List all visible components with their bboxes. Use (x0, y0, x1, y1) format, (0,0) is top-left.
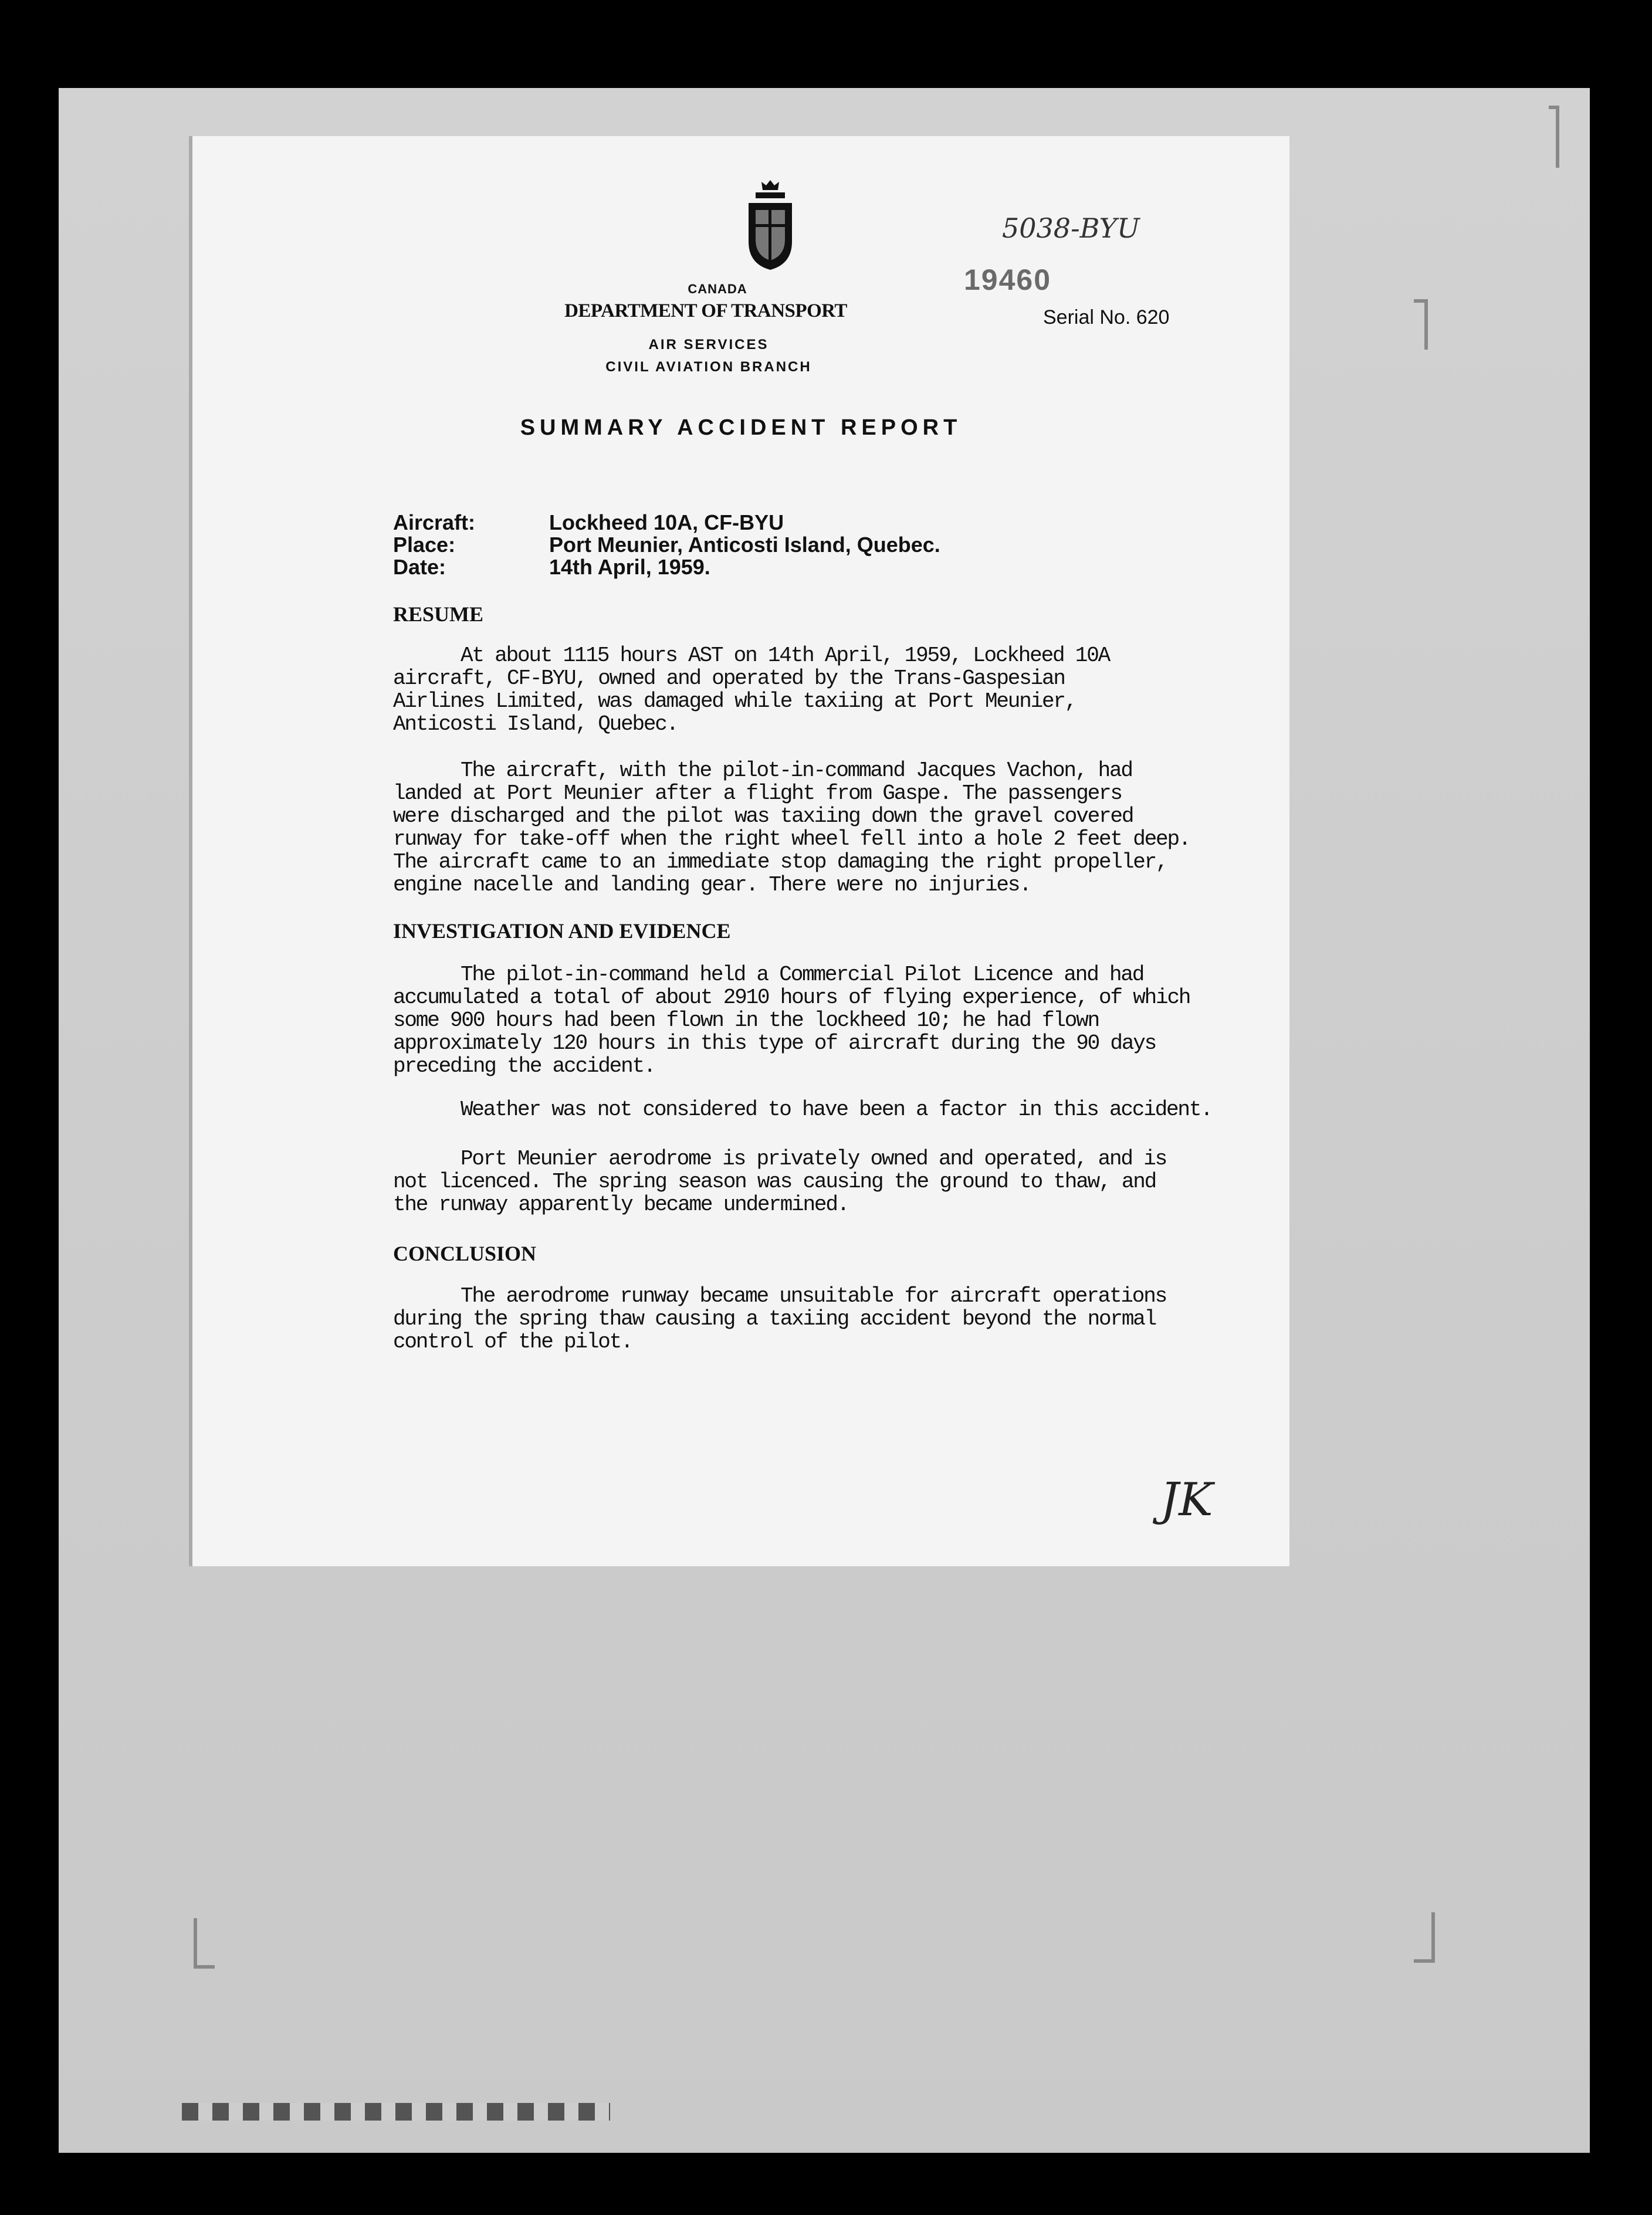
handwritten-initials: JK (1160, 1474, 1213, 1526)
investigation-paragraph-3: Port Meunier aerodrome is privately owned and operated, and is not licenced. The spring season was causing the ground to thaw, and the runway apparently became undermined. (393, 1147, 1167, 1217)
conclusion-heading: CONCLUSION (393, 1242, 537, 1265)
handwritten-reference: 5038-BYU (1002, 212, 1140, 244)
place-value: Port Meunier, Anticosti Island, Quebec. (549, 533, 940, 557)
aircraft-value: Lockheed 10A, CF-BYU (549, 510, 784, 534)
investigation-heading: INVESTIGATION AND EVIDENCE (393, 919, 731, 943)
resume-paragraph-1: At about 1115 hours AST on 14th April, 1959, Lockheed 10A aircraft, CF-BYU, owned and operated by the Trans-Gaspesian Airlines Limited, was damaged while taxiing at Port Meunier, Anticosti Island, Quebec. (393, 643, 1110, 736)
serial-number: Serial No. 620 (1043, 306, 1170, 328)
report-page (192, 136, 1289, 1566)
crop-mark-top-right-outer (1549, 106, 1559, 168)
branch-name: CIVIL AVIATION BRANCH (605, 359, 812, 375)
bottom-smudge (182, 2103, 610, 2121)
resume-paragraph-2: The aircraft, with the pilot-in-command Jacques Vachon, had landed at Port Meunier after a flight from Gaspe. The passengers were discharged and the pilot was taxiing down the gravel covered runway for take-off when the right wheel fell into a hole 2 feet deep. The aircraft came to an immediate stop damaging the right propeller, engine nacelle and landing gear. There were no injuries. (393, 758, 1190, 897)
place-label: Place: (393, 533, 456, 557)
department-name: DEPARTMENT OF TRANSPORT (564, 300, 847, 321)
canada-coat-of-arms-icon (738, 177, 803, 271)
resume-heading: RESUME (393, 602, 484, 626)
stamped-number: 19460 (964, 263, 1052, 296)
conclusion-paragraph: The aerodrome runway became unsuitable for aircraft operations during the spring thaw causing a taxiing accident beyond the normal control of the pilot. (393, 1284, 1167, 1354)
date-value: 14th April, 1959. (549, 555, 710, 579)
service-name: AIR SERVICES (648, 337, 769, 353)
crop-mark-bottom-right (1414, 1912, 1435, 1963)
crop-mark-bottom-left (194, 1918, 215, 1969)
report-title: SUMMARY ACCIDENT REPORT (520, 415, 962, 440)
crop-mark-top-right (1414, 299, 1428, 350)
aircraft-label: Aircraft: (393, 510, 476, 534)
investigation-paragraph-1: The pilot-in-command held a Commercial Pilot Licence and had accumulated a total of about 2910 hours of flying experience, of which some 900 hours had been flown in the lockheed 10; he had flown approximately 120 hours in this type of aircraft during the 90 days preceding the accident. (393, 963, 1190, 1078)
date-label: Date: (393, 555, 446, 579)
investigation-paragraph-2: Weather was not considered to have been a factor in this accident. (461, 1098, 1212, 1122)
country-name: CANADA (688, 282, 747, 296)
